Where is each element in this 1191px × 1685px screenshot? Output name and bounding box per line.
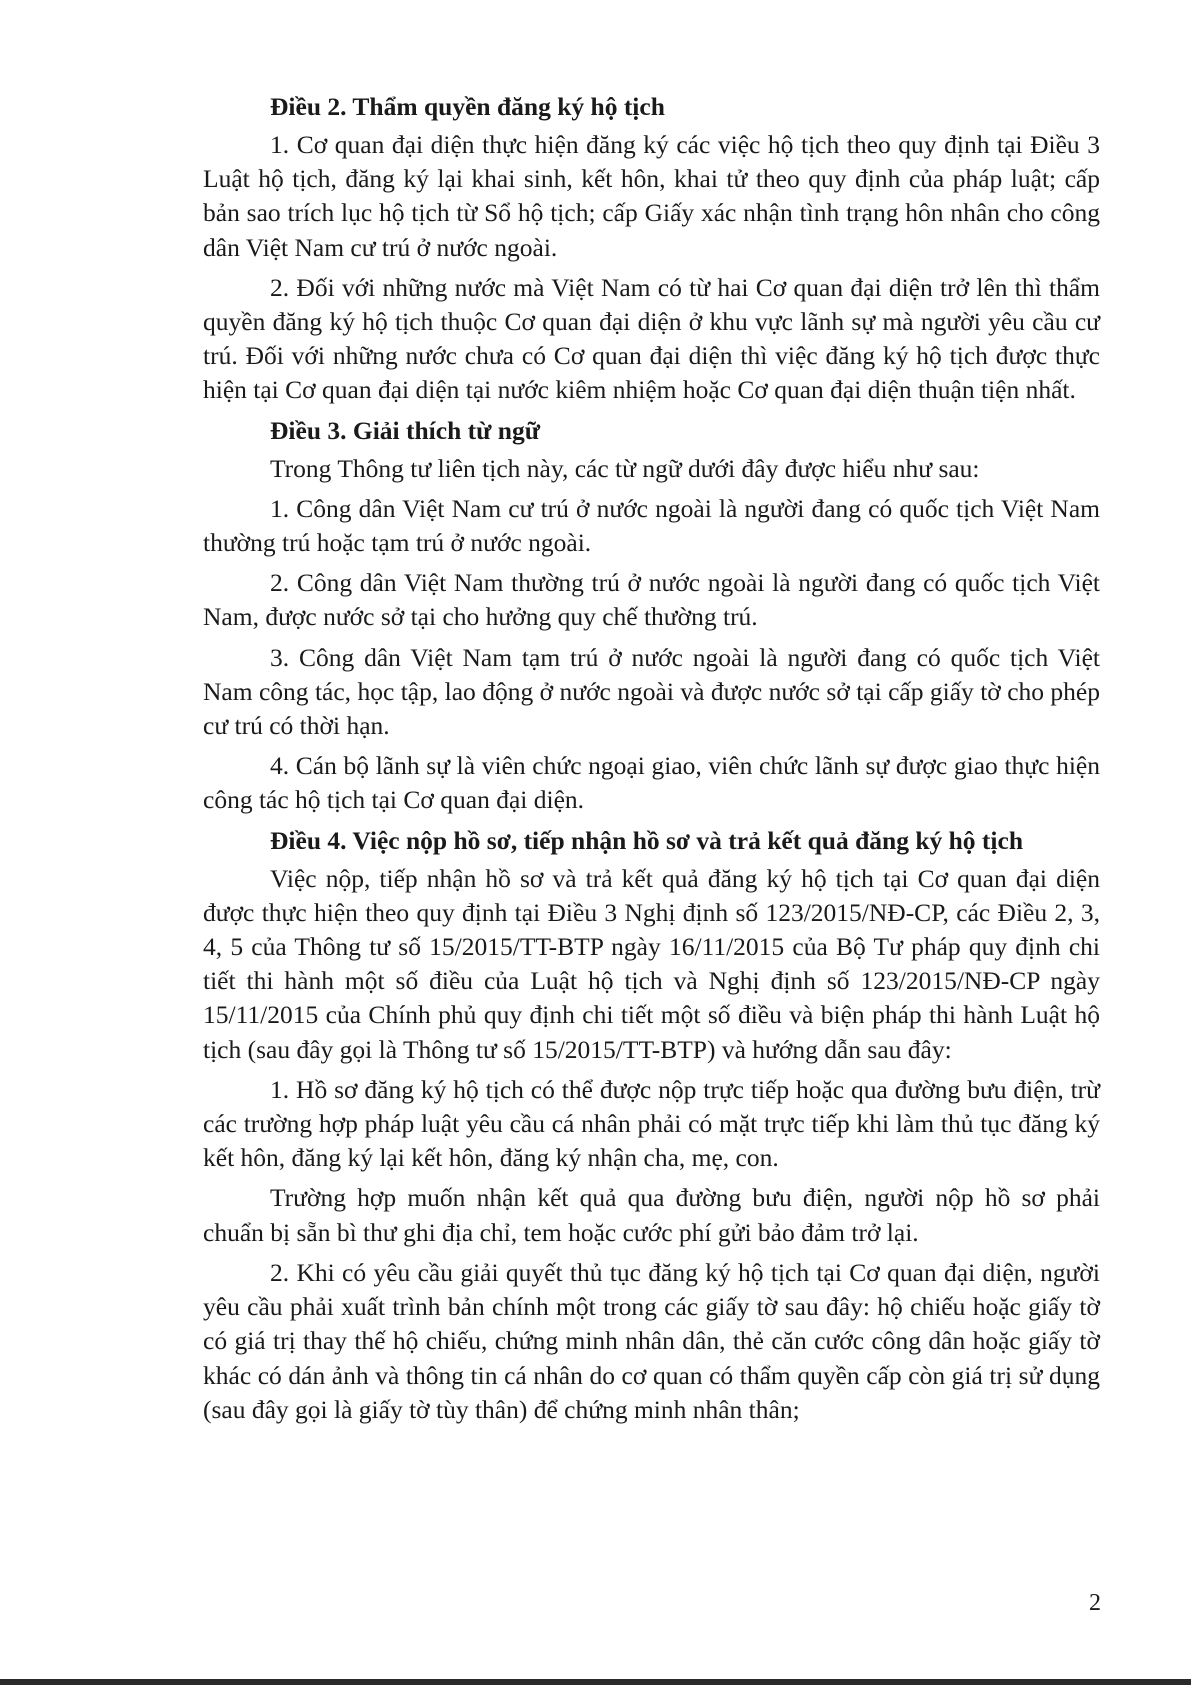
article-4-heading: Điều 4. Việc nộp hồ sơ, tiếp nhận hồ sơ và trả kết quả đăng ký hộ tịch (270, 825, 1024, 855)
page-number: 2 (1089, 1590, 1101, 1616)
article-3-clause-1: 1. Công dân Việt Nam cư trú ở nước ngoài là người đang có quốc tịch Việt Nam thường trú hoặc tạm trú ở nước ngoài. (203, 493, 1100, 558)
article-3-heading: Điều 3. Giải thích từ ngữ (270, 415, 541, 445)
article-3-clause-4: 4. Cán bộ lãnh sự là viên chức ngoại giao, viên chức lãnh sự được giao thực hiện công tác hộ tịch tại Cơ quan đại diện. (203, 751, 1100, 815)
article-4-clause-2: 2. Khi có yêu cầu giải quyết thủ tục đăng ký hộ tịch tại Cơ quan đại diện, người yêu cầu phải xuất trình bản chính một trong các giấy tờ sau đây: hộ chiếu hoặc giấy tờ có giá trị thay thế hộ chiếu, chứng minh nhân dân, thẻ căn cước công dân hoặc giấy tờ khác có dán ảnh và thông tin cá nhân do cơ quan có thẩm quyền cấp còn giá trị sử dụng (sau đây gọi là giấy tờ tùy thân) để chứng minh nhân thân; (203, 1257, 1100, 1424)
scan-edge (0, 1679, 1191, 1685)
article-3-clause-2: 2. Công dân Việt Nam thường trú ở nước ngoài là người đang có quốc tịch Việt Nam, được nước sở tại cho hưởng quy chế thường trú. (203, 568, 1100, 632)
article-4-intro: Việc nộp, tiếp nhận hồ sơ và trả kết quả đăng ký hộ tịch tại Cơ quan đại diện được thực hiện theo quy định tại Điều 3 Nghị định số 123/2015/NĐ-CP, các Điều 2, 3, 4, 5 của Thông tư số 15/2015/TT-BTP ngày 16/11/2015 của Bộ Tư pháp quy định chi tiết thi hành một số điều của Luật hộ tịch và Nghị định số 123/2015/NĐ-CP ngày 15/11/2015 của Chính phủ quy định chi tiết một số điều và biện pháp thi hành Luật hộ tịch (sau đây gọi là Thông tư số 15/2015/TT-BTP) và hướng dẫn sau đây: (203, 863, 1100, 1064)
article-2-clause-1: 1. Cơ quan đại diện thực hiện đăng ký các việc hộ tịch theo quy định tại Điều 3 Luật hộ tịch, đăng ký lại khai sinh, kết hôn, khai tử theo quy định của pháp luật; cấp bản sao trích lục hộ tịch từ Sổ hộ tịch; cấp Giấy xác nhận tình trạng hôn nhân cho công dân Việt Nam cư trú ở nước ngoài. (203, 130, 1100, 262)
document-page (203, 90, 1100, 1433)
article-4-clause-1: 1. Hồ sơ đăng ký hộ tịch có thể được nộp trực tiếp hoặc qua đường bưu điện, trừ các trường hợp pháp luật yêu cầu cá nhân phải có mặt trực tiếp khi làm thủ tục đăng ký kết hôn, đăng ký lại kết hôn, đăng ký nhận cha, mẹ, con. (203, 1074, 1100, 1173)
article-2-clause-2: 2. Đối với những nước mà Việt Nam có từ hai Cơ quan đại diện trở lên thì thẩm quyền đăng ký hộ tịch thuộc Cơ quan đại diện ở khu vực lãnh sự mà người yêu cầu cư trú. Đối với những nước chưa có Cơ quan đại diện thì việc đăng ký hộ tịch được thực hiện tại Cơ quan đại diện tại nước kiêm nhiệm hoặc Cơ quan đại diện thuận tiện nhất. (203, 272, 1100, 405)
article-4-clause-1-note: Trường hợp muốn nhận kết quả qua đường bưu điện, người nộp hồ sơ phải chuẩn bị sẵn bì thư ghi địa chỉ, tem hoặc cước phí gửi bảo đảm trở lại. (203, 1183, 1100, 1247)
article-3-intro: Trong Thông tư liên tịch này, các từ ngữ dưới đây được hiểu như sau: (270, 453, 980, 483)
article-2-heading: Điều 2. Thẩm quyền đăng ký hộ tịch (270, 92, 665, 121)
article-3-clause-3: 3. Công dân Việt Nam tạm trú ở nước ngoài là người đang có quốc tịch Việt Nam công tác, học tập, lao động ở nước ngoài và được nước sở tại cấp giấy tờ cho phép cư trú có thời hạn. (203, 642, 1100, 741)
